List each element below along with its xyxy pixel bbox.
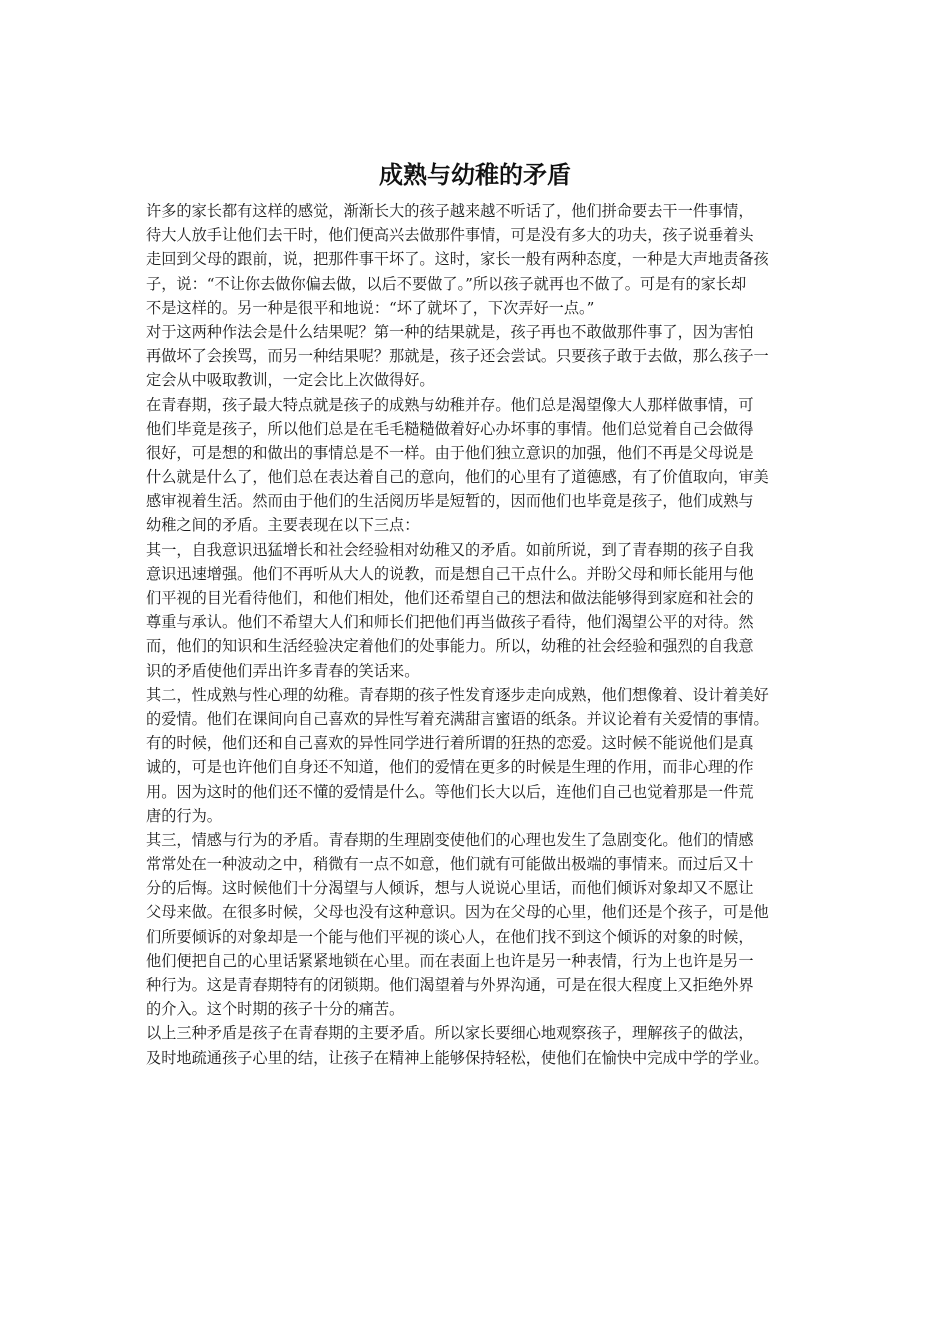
text-line: 有的时候，他们还和自己喜欢的异性同学进行着所谓的狂热的恋爱。这时候不能说他们是真 <box>146 734 754 753</box>
text-line: 不是这样的。另一种是很平和地说：“坏了就坏了，下次弄好一点。” <box>146 298 595 317</box>
text-line: 而，他们的知识和生活经验决定着他们的处事能力。所以，幼稚的社会经验和强烈的自我意 <box>146 637 754 656</box>
text-line: 唐的行为。 <box>146 806 222 825</box>
text-line: 许多的家长都有这样的感觉，渐渐长大的孩子越来越不听话了，他们拼命要去干一件事情， <box>146 202 754 220</box>
text-line: 诚的，可是也许他们自身还不知道，他们的爱情在更多的时候是生理的作用，而非心理的作 <box>146 758 754 777</box>
text-line: 分的后悔。这时候他们十分渴望与人倾诉，想与人说说心里话，而他们倾诉对象却又不愿让 <box>146 879 754 898</box>
text-line: 常常处在一种波动之中，稍微有一点不如意，他们就有可能做出极端的事情来。而过后又十 <box>146 855 754 874</box>
text-line: 走回到父母的跟前，说，把那件事干坏了。这时，家长一般有两种态度，一种是大声地责备孩 <box>146 250 769 269</box>
text-line: 以上三种矛盾是孩子在青春期的主要矛盾。所以家长要细心地观察孩子，理解孩子的做法， <box>146 1024 754 1043</box>
text-line: 待大人放手让他们去干时，他们便高兴去做那件事情，可是没有多大的功夫，孩子说垂着头 <box>146 226 754 245</box>
text-line: 们平视的目光看待他们，和他们相处，他们还希望自己的想法和做法能够得到家庭和社会的 <box>146 589 754 607</box>
document-body <box>146 199 826 1070</box>
text-line: 用。因为这时的他们还不懂的爱情是什么。等他们长大以后，连他们自己也觉着那是一件荒 <box>146 782 754 801</box>
text-line: 在青春期，孩子最大特点就是孩子的成熟与幼稚并存。他们总是渴望像大人那样做事情，可 <box>146 395 754 414</box>
text-line: 他们毕竟是孩子，所以他们总是在毛毛糙糙做着好心办坏事的事情。他们总觉着自己会做得 <box>146 419 754 438</box>
text-line: 及时地疏通孩子心里的结，让孩子在精神上能够保持轻松，使他们在愉快中完成中学的学业。 <box>146 1048 769 1067</box>
text-line: 他们便把自己的心里话紧紧地锁在心里。而在表面上也许是另一种表情，行为上也许是另一 <box>146 951 754 970</box>
text-line: 很好，可是想的和做出的事情总是不一样。由于他们独立意识的加强，他们不再是父母说是 <box>146 443 754 462</box>
text-line: 意识迅速增强。他们不再听从大人的说教，而是想自己干点什么。并盼父母和师长能用与他 <box>146 564 754 583</box>
document-title: 成熟与幼稚的矛盾 <box>379 161 571 189</box>
text-line: 的介入。这个时期的孩子十分的痛苦。 <box>146 1000 405 1019</box>
text-line: 再做坏了会挨骂，而另一种结果呢？那就是，孩子还会尝试。只要孩子敢于去做，那么孩子一 <box>146 347 769 366</box>
text-line: 其三，情感与行为的矛盾。青春期的生理剧变使他们的心理也发生了急剧变化。他们的情感 <box>146 830 754 849</box>
text-line: 子，说：“不让你去做你偏去做，以后不要做了。”所以孩子就再也不做了。可是有的家长却 <box>146 274 747 293</box>
text-line: 定会从中吸取教训，一定会比上次做得好。 <box>146 371 435 390</box>
text-line: 的爱情。他们在课间向自己喜欢的异性写着充满甜言蜜语的纸条。并议论着有关爱情的事情。 <box>146 709 769 728</box>
text-line: 幼稚之间的矛盾。主要表现在以下三点： <box>146 516 420 535</box>
text-line: 其二，性成熟与性心理的幼稚。青春期的孩子性发育逐步走向成熟，他们想像着、设计着美好 <box>146 685 769 704</box>
text-line: 尊重与承认。他们不希望大人们和师长们把他们再当做孩子看待，他们渴望公平的对待。然 <box>146 613 754 632</box>
text-line: 种行为。这是青春期特有的闭锁期。他们渴望着与外界沟通，可是在很大程度上又拒绝外界 <box>146 976 754 994</box>
text-line: 父母来做。在很多时候，父母也没有这种意识。因为在父母的心里，他们还是个孩子，可是他 <box>146 903 769 922</box>
text-line: 们所要倾诉的对象却是一个能与他们平视的谈心人，在他们找不到这个倾诉的对象的时候， <box>146 927 754 946</box>
text-line: 什么就是什么了，他们总在表达着自己的意向，他们的心里有了道德感，有了价值取向，审美 <box>146 468 769 487</box>
text-line: 识的矛盾使他们弄出许多青春的笑话来。 <box>146 661 420 680</box>
text-line: 其一，自我意识迅猛增长和社会经验相对幼稚又的矛盾。如前所说，到了青春期的孩子自我 <box>146 540 754 559</box>
text-line: 感审视着生活。然而由于他们的生活阅历毕是短暂的，因而他们也毕竟是孩子，他们成熟与 <box>146 492 754 511</box>
text-line: 对于这两种作法会是什么结果呢？第一种的结果就是，孩子再也不敢做那件事了，因为害怕 <box>146 322 754 341</box>
